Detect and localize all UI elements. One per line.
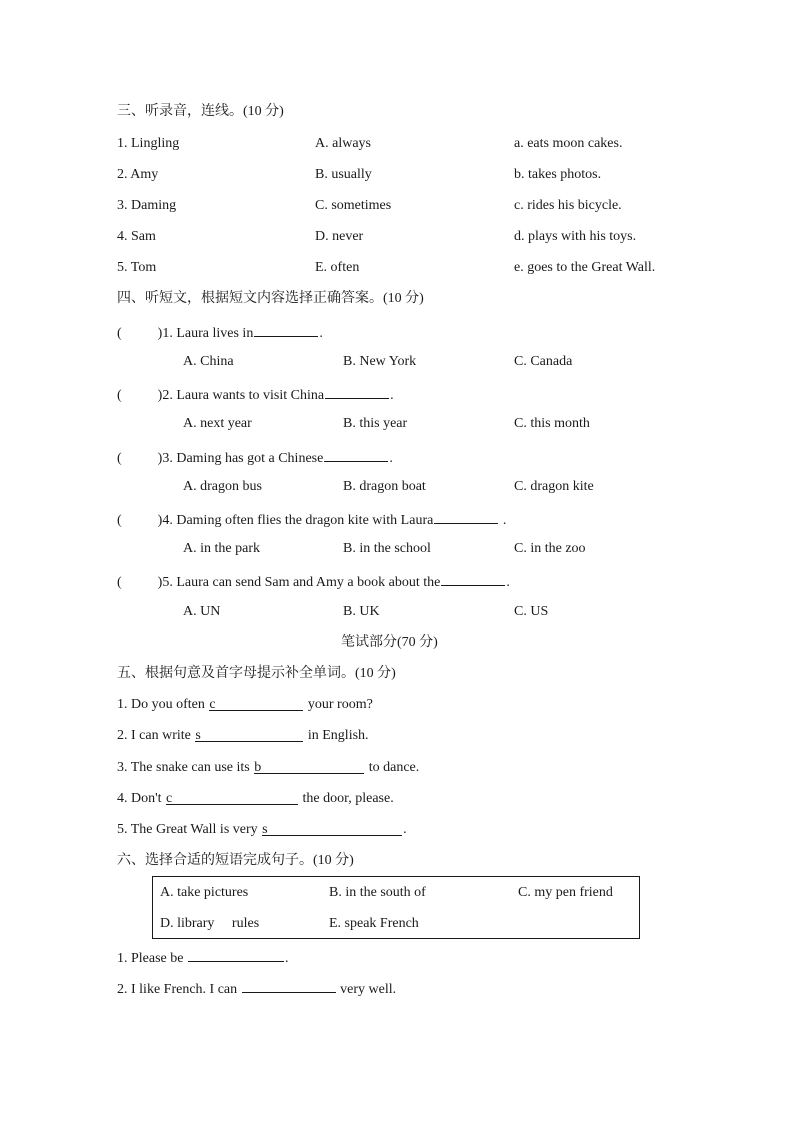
phrase-a: A. take pictures [160, 885, 249, 900]
question-suffix: . [499, 513, 507, 528]
matching-name-1: 1. Lingling [117, 136, 180, 151]
phrase-text-post: very well. [340, 982, 397, 997]
matching-frequency-2: B. usually [315, 167, 372, 182]
question-4 [117, 508, 506, 531]
question-number: )5. [157, 575, 173, 590]
question-number: )4. [157, 513, 173, 528]
question-suffix: . [390, 388, 394, 403]
matching-activity-1: a. eats moon cakes. [514, 136, 623, 151]
matching-frequency-1: A. always [315, 136, 371, 151]
fill-item-4 [117, 789, 394, 809]
fill-blank-3[interactable] [254, 758, 364, 774]
option-3b[interactable]: B. dragon boat [343, 479, 426, 494]
option-2a[interactable]: A. next year [183, 416, 252, 431]
matching-name-4: 4. Sam [117, 229, 156, 244]
phrase-item-1 [117, 946, 288, 969]
question-stem: Laura wants to visit China [176, 388, 325, 403]
fill-blank-2[interactable] [195, 726, 303, 742]
question-number: )3. [157, 451, 173, 466]
fill-blank-1[interactable] [209, 695, 303, 711]
question-suffix: . [506, 575, 510, 590]
fill-text-pre: 3. The snake can use its [117, 760, 250, 775]
question-stem: Daming has got a Chinese [176, 451, 324, 466]
answer-blank[interactable] [324, 446, 388, 462]
phrase-blank-1[interactable] [188, 946, 284, 962]
option-1c[interactable]: C. Canada [514, 354, 573, 369]
option-5b[interactable]: B. UK [343, 604, 380, 619]
option-5c[interactable]: C. US [514, 604, 549, 619]
fill-text-post: in English. [307, 728, 369, 743]
section6-heading: 六、选择合适的短语完成句子。(10 分) [117, 853, 354, 868]
matching-frequency-3: C. sometimes [315, 198, 392, 213]
phrase-b: B. in the south of [329, 885, 426, 900]
question-suffix: . [389, 451, 393, 466]
matching-frequency-4: D. never [315, 229, 364, 244]
fill-text-post: the door, please. [302, 791, 394, 806]
phrase-blank-2[interactable] [242, 977, 336, 993]
option-2b[interactable]: B. this year [343, 416, 408, 431]
question-5 [117, 570, 510, 593]
initial-letter: b [254, 760, 262, 775]
answer-blank[interactable] [434, 508, 498, 524]
fill-text-post: to dance. [368, 760, 420, 775]
option-3a[interactable]: A. dragon bus [183, 479, 262, 494]
phrase-text-post: . [284, 951, 289, 966]
answer-paren-open: ( [117, 513, 122, 528]
fill-item-3 [117, 758, 419, 778]
fill-blank-5[interactable] [262, 820, 402, 836]
matching-activity-5: e. goes to the Great Wall. [514, 260, 656, 275]
option-4a[interactable]: A. in the park [183, 541, 260, 556]
question-stem: Daming often flies the dragon kite with Laura [176, 513, 434, 528]
answer-blank[interactable] [254, 321, 318, 337]
question-stem: Laura lives in [176, 326, 254, 341]
fill-blank-4[interactable] [166, 789, 298, 805]
answer-paren-open: ( [117, 451, 122, 466]
phrase-c: C. my pen friend [518, 885, 613, 900]
fill-text-post: . [403, 822, 407, 837]
option-1a[interactable]: A. China [183, 354, 234, 369]
answer-blank[interactable] [441, 570, 505, 586]
answer-blank[interactable] [325, 383, 389, 399]
section4-heading: 四、听短文，根据短文内容选择正确答案。(10 分) [117, 291, 424, 306]
fill-text-pre: 1. Do you often [117, 697, 205, 712]
question-1 [117, 321, 323, 344]
fill-item-1 [117, 695, 373, 715]
section3-heading: 三、听录音，连线。(10 分) [117, 104, 284, 119]
phrase-item-2 [117, 977, 396, 1000]
fill-text-pre: 4. Don't [117, 791, 162, 806]
initial-letter: s [195, 728, 201, 743]
initial-letter: s [262, 822, 268, 837]
question-number: )2. [157, 388, 173, 403]
written-part-title: 笔试部分(70 分) [341, 635, 438, 650]
question-suffix: . [319, 326, 323, 341]
fill-text-post: your room? [307, 697, 373, 712]
question-2 [117, 383, 394, 406]
fill-text-pre: 5. The Great Wall is very [117, 822, 258, 837]
question-3 [117, 446, 393, 469]
phrase-text-pre: 1. Please be [117, 951, 184, 966]
matching-name-5: 5. Tom [117, 260, 157, 275]
fill-item-5 [117, 820, 407, 840]
option-4c[interactable]: C. in the zoo [514, 541, 586, 556]
initial-letter: c [209, 697, 216, 712]
matching-name-3: 3. Daming [117, 198, 177, 213]
option-5a[interactable]: A. UN [183, 604, 221, 619]
fill-text-pre: 2. I can write [117, 728, 191, 743]
fill-item-2 [117, 726, 369, 746]
option-3c[interactable]: C. dragon kite [514, 479, 594, 494]
question-stem: Laura can send Sam and Amy a book about the [176, 575, 441, 590]
answer-paren-open: ( [117, 326, 122, 341]
answer-paren-open: ( [117, 388, 122, 403]
matching-activity-2: b. takes photos. [514, 167, 602, 182]
phrase-e: E. speak French [329, 916, 419, 931]
matching-activity-4: d. plays with his toys. [514, 229, 637, 244]
answer-paren-open: ( [117, 575, 122, 590]
question-number: )1. [157, 326, 173, 341]
section5-heading: 五、根据句意及首字母提示补全单词。(10 分) [117, 666, 396, 681]
initial-letter: c [166, 791, 173, 806]
option-4b[interactable]: B. in the school [343, 541, 431, 556]
matching-activity-3: c. rides his bicycle. [514, 198, 622, 213]
matching-frequency-5: E. often [315, 260, 360, 275]
phrase-text-pre: 2. I like French. I can [117, 982, 238, 997]
matching-name-2: 2. Amy [117, 167, 159, 182]
option-2c[interactable]: C. this month [514, 416, 590, 431]
option-1b[interactable]: B. New York [343, 354, 417, 369]
phrase-d: D. library rules [160, 916, 260, 931]
